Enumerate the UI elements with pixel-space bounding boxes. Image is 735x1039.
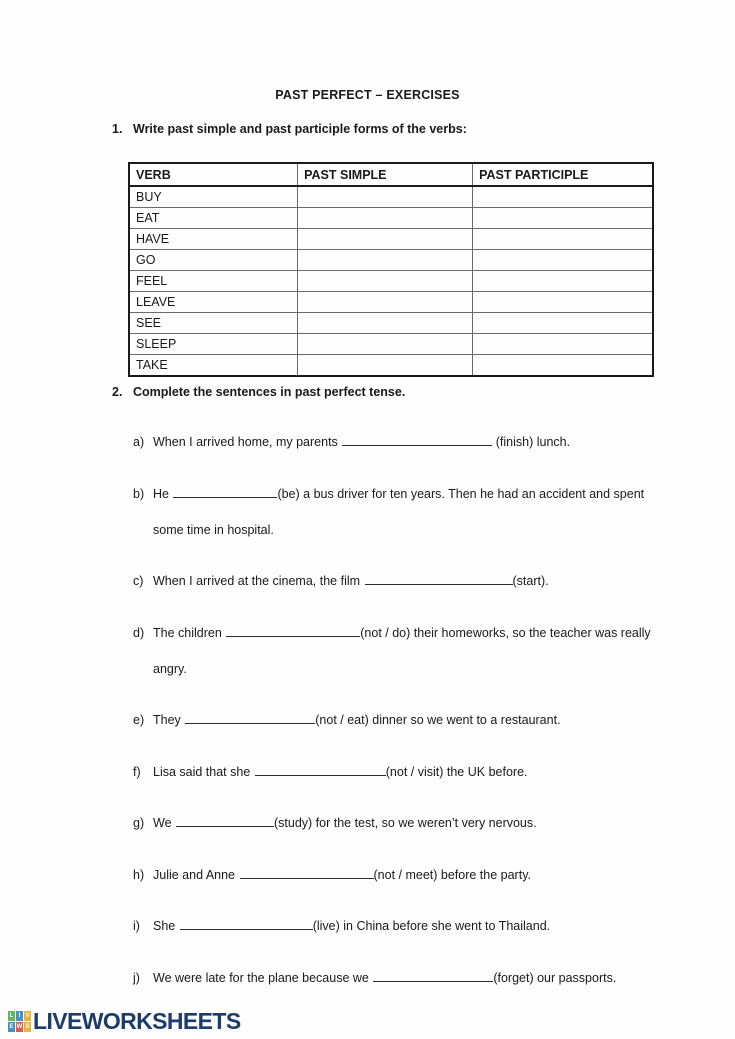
liveworksheets-logo xyxy=(8,1008,241,1035)
answer-blank[interactable] xyxy=(255,764,386,776)
past-participle-answer-cell[interactable] xyxy=(473,292,653,313)
past-simple-answer-cell[interactable] xyxy=(298,208,473,229)
past-participle-answer-cell[interactable] xyxy=(473,186,653,208)
sentence-body xyxy=(153,424,663,460)
liveworksheets-logo-icon xyxy=(8,1011,31,1032)
column-header-past-simple: PAST SIMPLE xyxy=(298,163,473,186)
logo-tile: I xyxy=(16,1011,23,1021)
past-simple-answer-cell[interactable] xyxy=(298,271,473,292)
verb-forms-table xyxy=(128,162,654,377)
past-simple-answer-cell[interactable] xyxy=(298,355,473,377)
sentence-text-after: (start). xyxy=(512,574,549,588)
answer-blank[interactable] xyxy=(365,573,513,585)
sentence-text-after: (live) in China before she went to Thailand. xyxy=(312,919,551,933)
past-simple-answer-cell[interactable] xyxy=(298,186,473,208)
sentence-body xyxy=(153,908,663,944)
past-simple-answer-cell[interactable] xyxy=(298,250,473,271)
logo-tile: V xyxy=(25,1013,30,1019)
sentence-text-before: We were late for the plane because we xyxy=(153,970,373,985)
answer-blank[interactable] xyxy=(176,815,274,827)
sentence-label: h) xyxy=(133,867,145,882)
sentence-text-after: (not / meet) before the party. xyxy=(373,867,531,882)
sentence-item xyxy=(133,476,663,548)
exercise-2-number: 2. xyxy=(112,385,123,399)
table-row xyxy=(129,334,653,355)
answer-blank[interactable] xyxy=(373,970,493,982)
exercise-1-instruction: Write past simple and past participle forms of the verbs: xyxy=(133,122,467,136)
table-row xyxy=(129,313,653,334)
table-row xyxy=(129,186,653,208)
sentence-text-after: (not / do) their homeworks, so the teacher was really angry. xyxy=(153,625,651,676)
past-participle-answer-cell[interactable] xyxy=(473,334,653,355)
past-simple-answer-cell[interactable] xyxy=(298,292,473,313)
past-participle-answer-cell[interactable] xyxy=(473,313,653,334)
sentence-item xyxy=(133,563,663,599)
verb-cell: LEAVE xyxy=(129,292,298,313)
sentence-text-after: (study) for the test, so we weren’t very nervous. xyxy=(274,816,537,830)
logo-tile: E xyxy=(9,1024,14,1030)
exercise-2-instruction: Complete the sentences in past perfect tense. xyxy=(133,385,406,399)
sentence-body xyxy=(153,476,663,548)
sentence-item xyxy=(133,908,663,944)
answer-blank[interactable] xyxy=(226,625,360,637)
table-row xyxy=(129,271,653,292)
page-title: PAST PERFECT – EXERCISES xyxy=(275,88,460,102)
sentence-label: c) xyxy=(133,574,144,588)
sentence-body xyxy=(153,615,663,687)
verb-cell: GO xyxy=(129,250,298,271)
verb-cell: TAKE xyxy=(129,355,298,377)
past-simple-answer-cell[interactable] xyxy=(298,334,473,355)
sentence-body xyxy=(153,754,663,790)
table-row xyxy=(129,208,653,229)
liveworksheets-logo-text: LIVEWORKSHEETS xyxy=(33,1008,241,1034)
exercise-1-number: 1. xyxy=(112,122,123,136)
sentence-label: d) xyxy=(133,625,145,640)
sentence-text-before: Julie and Anne xyxy=(153,867,239,882)
verb-cell: SLEEP xyxy=(129,334,298,355)
logo-tile: L xyxy=(9,1013,14,1019)
past-participle-answer-cell[interactable] xyxy=(473,208,653,229)
verb-cell: EAT xyxy=(129,208,298,229)
sentence-text-after: (be) a bus driver for ten years. Then he had an accident and spent some time in hospital. xyxy=(153,486,645,537)
sentence-label: a) xyxy=(133,435,145,449)
sentence-label: g) xyxy=(133,816,145,830)
sentence-list xyxy=(133,424,663,1011)
sentence-text-after: (not / eat) dinner so we went to a restaurant. xyxy=(315,713,561,727)
sentence-text-after: (finish) lunch. xyxy=(492,435,571,449)
sentence-body xyxy=(153,563,663,599)
sentence-text-before: We xyxy=(153,816,175,830)
table-row xyxy=(129,229,653,250)
sentence-label: j) xyxy=(133,970,140,985)
sentence-text-before: Lisa said that she xyxy=(153,764,254,779)
sentence-item xyxy=(133,702,663,738)
sentence-text-after: (not / visit) the UK before. xyxy=(385,764,528,779)
sentence-item xyxy=(133,805,663,841)
verb-cell: HAVE xyxy=(129,229,298,250)
sentence-body xyxy=(153,702,663,738)
sentence-label: e) xyxy=(133,713,145,727)
verb-cell: FEEL xyxy=(129,271,298,292)
sentence-text-before: She xyxy=(153,919,179,933)
sentence-item xyxy=(133,857,663,893)
sentence-text-before: When I arrived at the cinema, the film xyxy=(153,574,364,588)
past-participle-answer-cell[interactable] xyxy=(473,250,653,271)
sentence-text-before: They xyxy=(153,713,185,727)
past-participle-answer-cell[interactable] xyxy=(473,229,653,250)
table-row xyxy=(129,292,653,313)
answer-blank[interactable] xyxy=(185,712,315,724)
past-simple-answer-cell[interactable] xyxy=(298,229,473,250)
sentence-body xyxy=(153,805,663,841)
sentence-label: i) xyxy=(133,919,140,933)
sentence-text-after: (forget) our passports. xyxy=(493,970,617,985)
answer-blank[interactable] xyxy=(180,918,313,930)
verb-cell: BUY xyxy=(129,186,298,208)
past-participle-answer-cell[interactable] xyxy=(473,271,653,292)
logo-tile: W xyxy=(16,1024,23,1030)
sentence-text-before: The children xyxy=(153,625,226,640)
sentence-item xyxy=(133,960,663,996)
exercise-1-heading xyxy=(112,122,467,136)
exercise-2-heading xyxy=(112,385,405,399)
verb-cell: SEE xyxy=(129,313,298,334)
answer-blank[interactable] xyxy=(342,434,492,446)
table-header-row xyxy=(129,163,653,186)
sentence-text-before: He xyxy=(153,486,173,501)
table-row xyxy=(129,250,653,271)
sentence-item xyxy=(133,424,663,460)
answer-blank[interactable] xyxy=(240,867,374,879)
column-header-past-participle: PAST PARTICIPLE xyxy=(473,163,653,186)
logo-tile: S xyxy=(25,1024,30,1030)
sentence-label: b) xyxy=(133,486,145,501)
table-row xyxy=(129,355,653,377)
past-participle-answer-cell[interactable] xyxy=(473,355,653,377)
sentence-text-before: When I arrived home, my parents xyxy=(153,435,342,449)
sentence-body xyxy=(153,857,663,893)
answer-blank[interactable] xyxy=(173,486,277,498)
past-simple-answer-cell[interactable] xyxy=(298,313,473,334)
sentence-label: f) xyxy=(133,764,141,779)
sentence-item xyxy=(133,615,663,687)
sentence-body xyxy=(153,960,663,996)
column-header-verb: VERB xyxy=(129,163,298,186)
sentence-item xyxy=(133,754,663,790)
